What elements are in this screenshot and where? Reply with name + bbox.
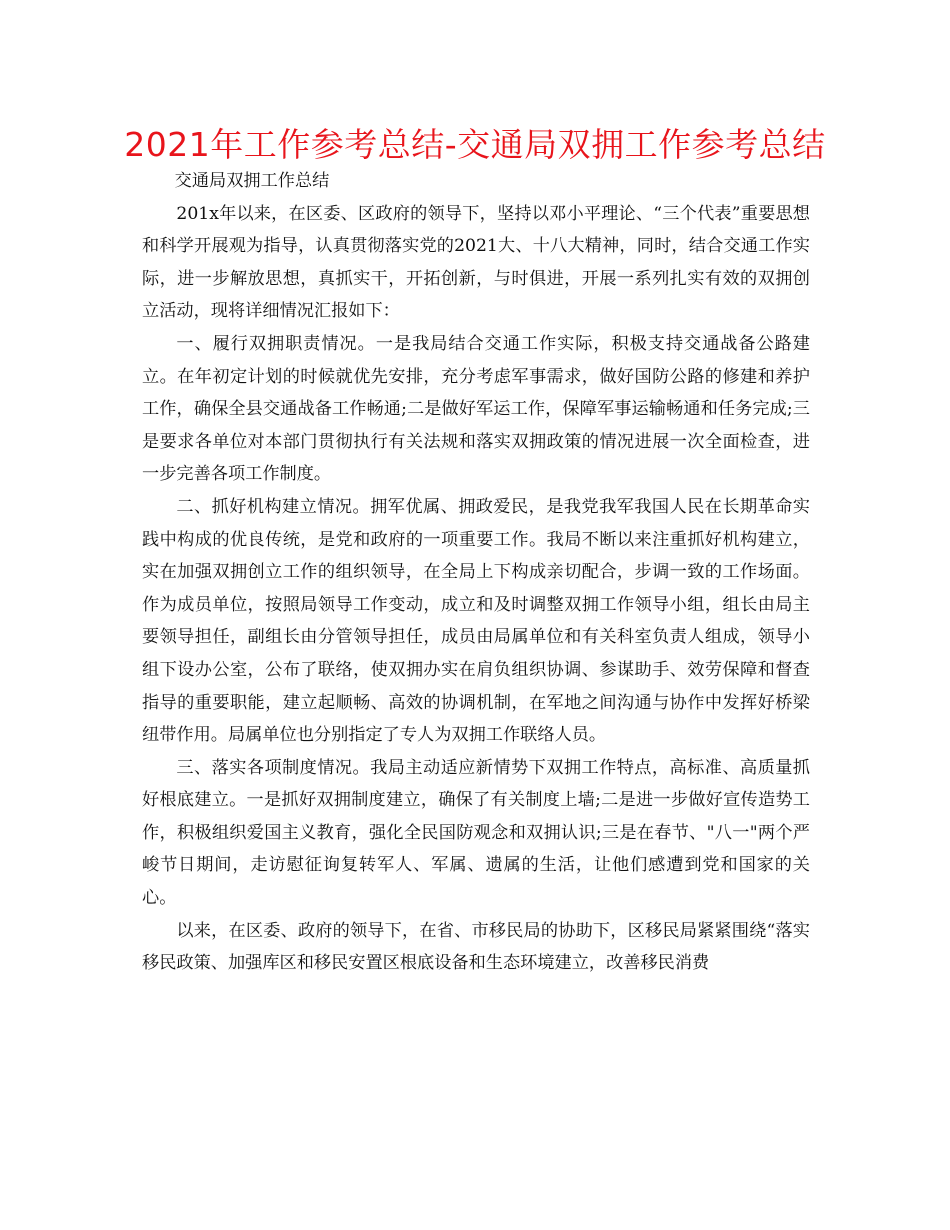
paragraph-duties: 一、履行双拥职责情况。一是我局结合交通工作实际，积极支持交通战备公路建立。在年初定计划的时候就优先安排，充分考虑军事需求，做好国防公路的修建和养护工作，确保全县交通战备工作畅通;二是做好军运工作，保障军事运输畅通和任务完成;三是要求各单位对本部门贯彻执行有关法规和落实双拥政策的情况进展一次全面检查，进一步完善各项工作制度。 — [142, 333, 810, 485]
document-title: 2021年工作参考总结-交通局双拥工作参考总结 — [124, 125, 826, 164]
paragraph-migration: 以来，在区委、政府的领导下，在省、市移民局的协助下，区移民局紧紧围绕“落实移民政策、加强库区和移民安置区根底设备和生态环境建立，改善移民消费 — [142, 920, 810, 974]
paragraph-intro: 201x年以来，在区委、区政府的领导下，坚持以邓小平理论、“三个代表”重要思想和科学开展观为指导，认真贯彻落实党的2021大、十八大精神，同时，结合交通工作实际，进一步解放思想，真抓实干，开拓创新，与时俱进，开展一系列扎实有效的双拥创立活动，现将详细情况汇报如下： — [142, 203, 810, 322]
paragraph-systems: 三、落实各项制度情况。我局主动适应新情势下双拥工作特点，高标准、高质量抓好根底建立。一是抓好双拥制度建立，确保了有关制度上墙;二是进一步做好宣传造势工作，积极组织爱国主义教育，强化全民国防观念和双拥认识;三是在春节、"八一"两个严峻节日期间，走访慰征询复转军人、军属、遗属的生活，让他们感遭到党和国家的关心。 — [142, 757, 810, 909]
document-subtitle: 交通局双拥工作总结 — [174, 171, 330, 191]
paragraph-organization: 二、抓好机构建立情况。拥军优属、拥政爱民，是我党我军我国人民在长期革命实践中构成的优良传统，是党和政府的一项重要工作。我局不断以来注重抓好机构建立，实在加强双拥创立工作的组织领导，在全局上下构成亲切配合，步调一致的工作场面。作为成员单位，按照局领导工作变动，成立和及时调整双拥工作领导小组，组长由局主要领导担任，副组长由分管领导担任，成员由局属单位和有关科室负责人组成，领导小组下设办公室，公布了联络，使双拥办实在肩负组织协调、参谋助手、效劳保障和督查指导的重要职能，建立起顺畅、高效的协调机制，在军地之间沟通与协作中发挥好桥梁纽带作用。局属单位也分别指定了专人为双拥工作联络人员。 — [142, 496, 810, 746]
document-body — [142, 165, 810, 980]
